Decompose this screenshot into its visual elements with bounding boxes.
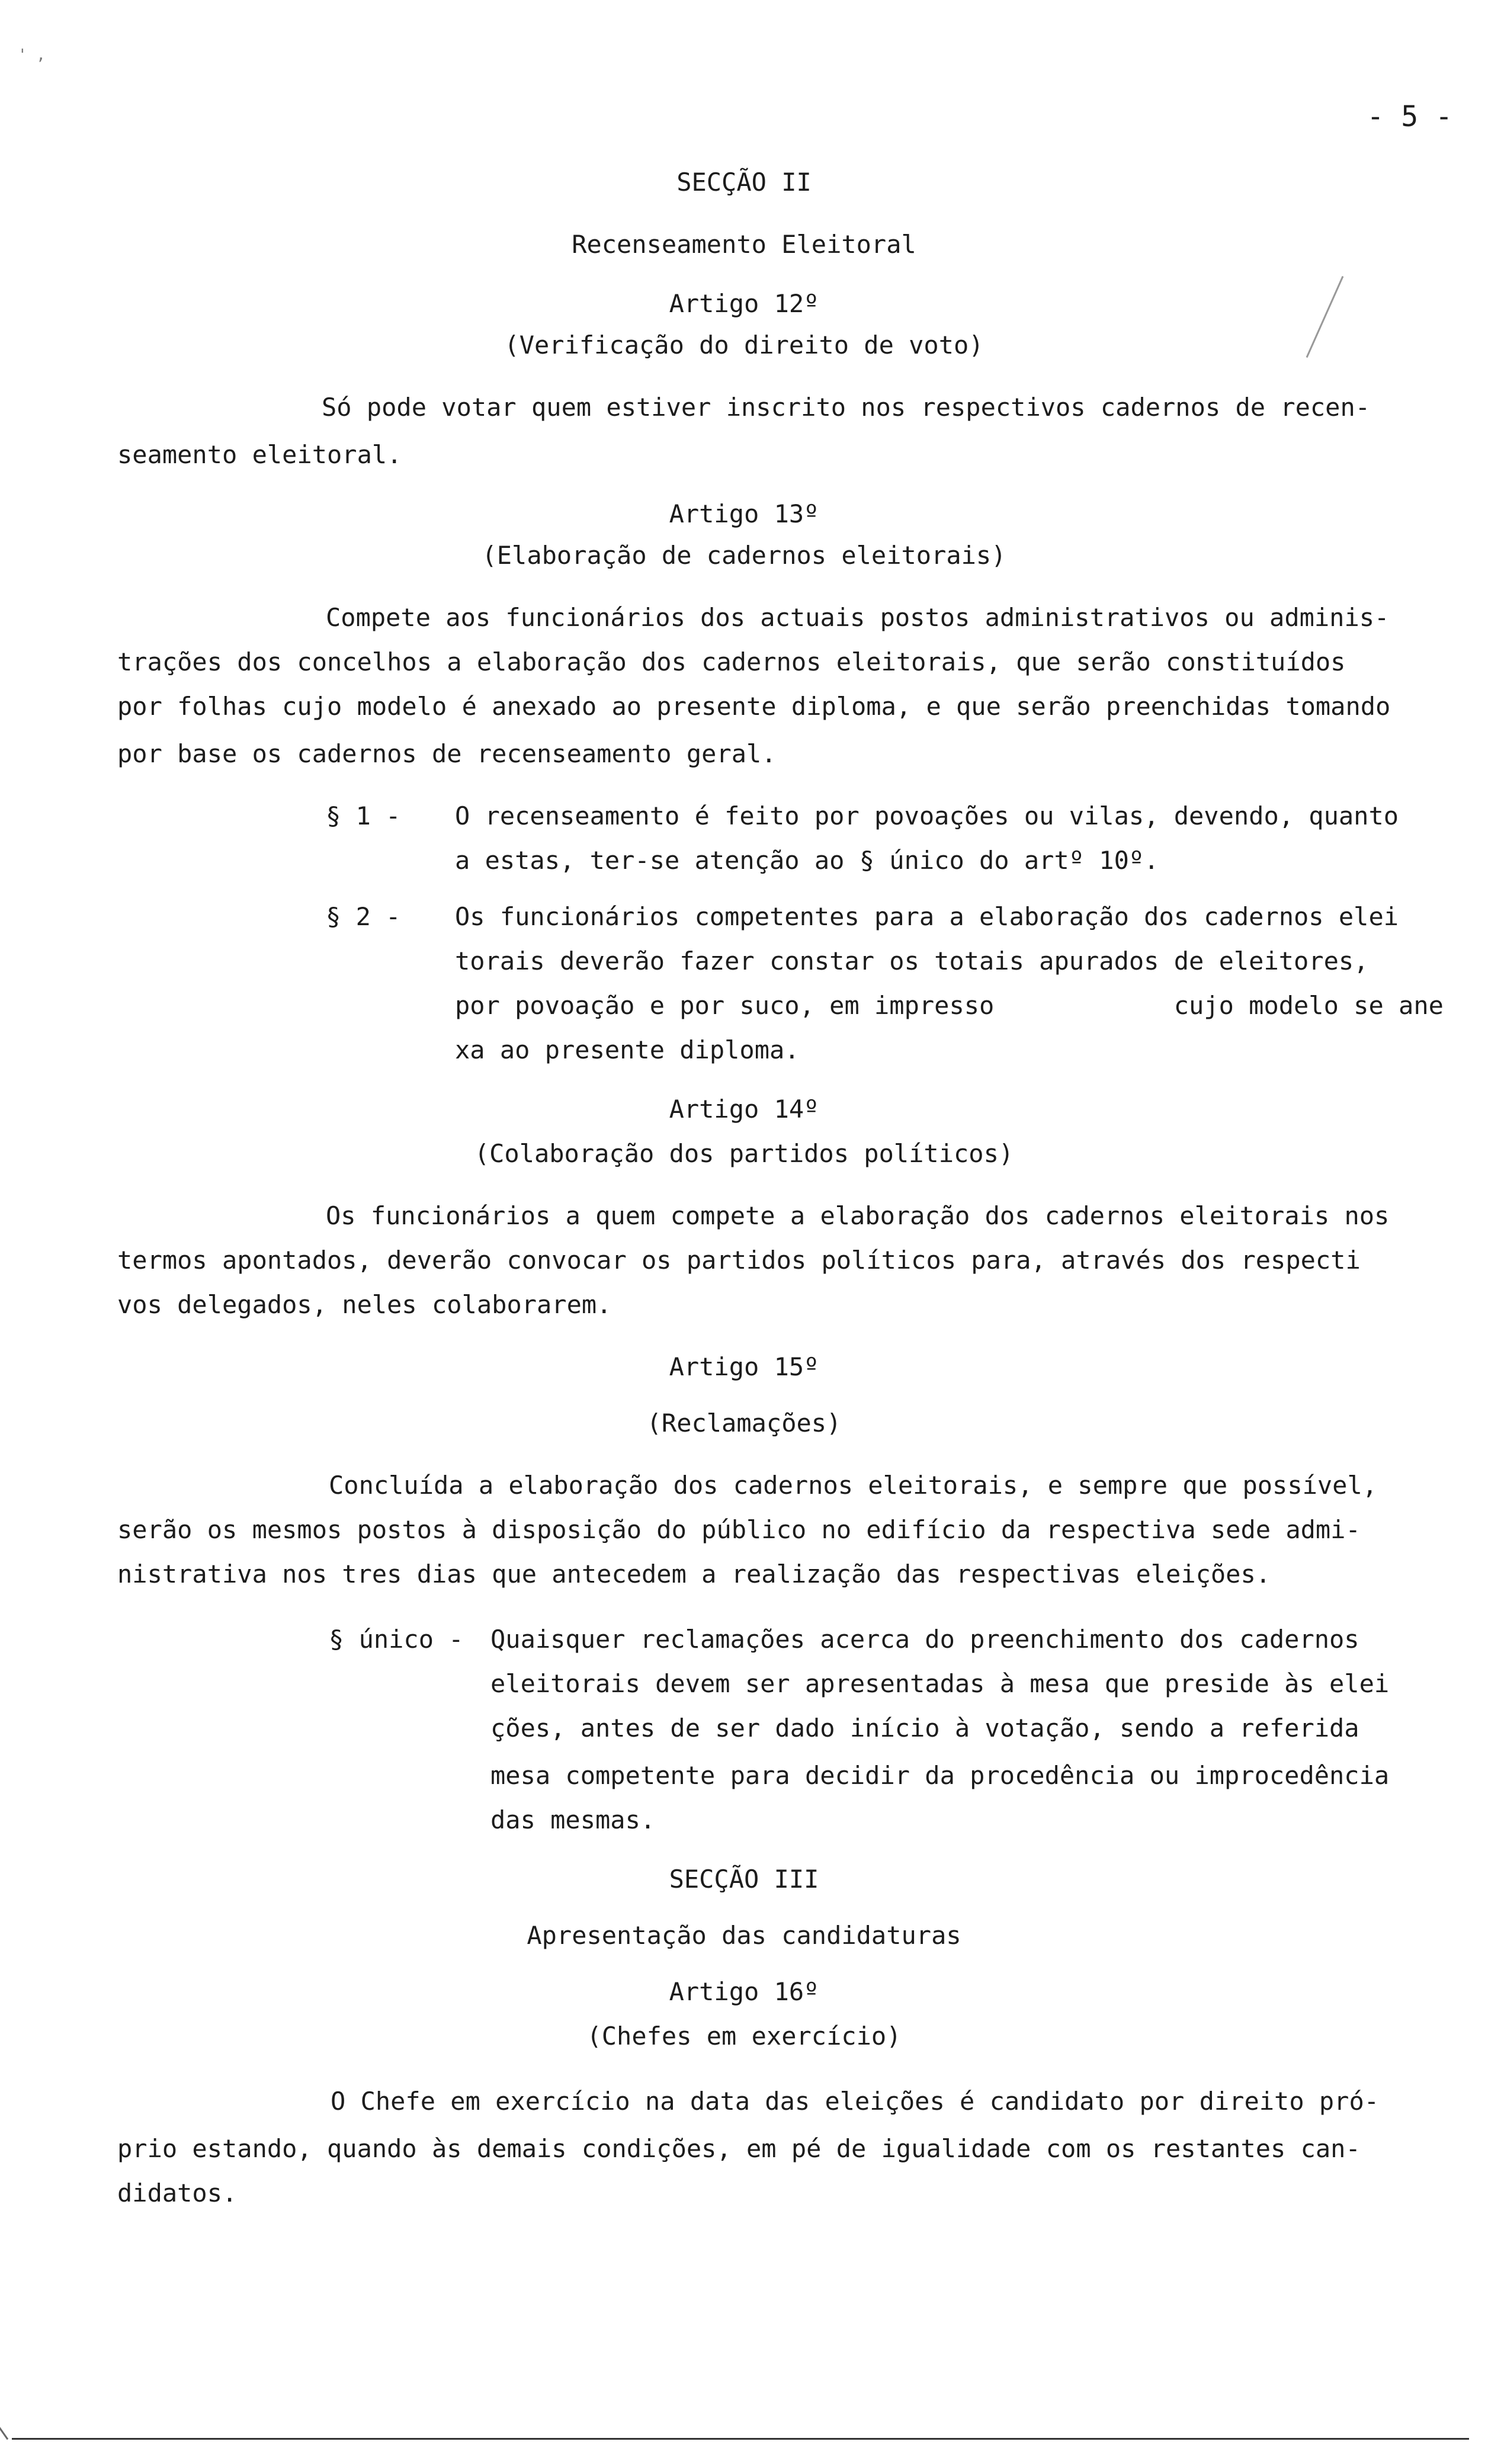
paragraph-line: Os funcionários a quem compete a elaboração dos cadernos eleitorais nos bbox=[326, 1201, 1390, 1230]
article-title: Artigo 16º bbox=[669, 1977, 819, 2006]
paragraph-line: Concluída a elaboração dos cadernos eleitorais, e sempre que possível, bbox=[329, 1471, 1378, 1500]
section-title: SECÇÃO III bbox=[669, 1865, 819, 1894]
paragraph-label: § 2 - bbox=[326, 902, 401, 931]
article-title: Artigo 14º bbox=[669, 1095, 819, 1124]
section-subtitle: Apresentação das candidaturas bbox=[527, 1921, 961, 1950]
article-title: Artigo 13º bbox=[669, 499, 819, 528]
paragraph-line: por povoação e por suco, em impresso cujo modelo se ane bbox=[455, 991, 1444, 1020]
paragraph-line: O recenseamento é feito por povoações ou vilas, devendo, quanto bbox=[455, 801, 1399, 830]
paragraph-line: Os funcionários competentes para a elaboração dos cadernos elei bbox=[455, 902, 1399, 931]
page-number: - 5 - bbox=[1367, 100, 1452, 133]
margin-marks: ' , bbox=[18, 46, 46, 64]
paragraph-line: vos delegados, neles colaborarem. bbox=[117, 1290, 612, 1319]
paragraph-label: § único - bbox=[329, 1625, 464, 1654]
paragraph-line: O Chefe em exercício na data das eleições é candidato por direito pró- bbox=[331, 2087, 1380, 2116]
article-title: Artigo 12º bbox=[669, 289, 819, 318]
section-title: SECÇÃO II bbox=[676, 168, 812, 197]
paragraph-line: a estas, ter-se atenção ao § único do artº 10º. bbox=[455, 846, 1159, 875]
paragraph-line: Só pode votar quem estiver inscrito nos respectivos cadernos de recen- bbox=[322, 393, 1371, 422]
paragraph-line: por folhas cujo modelo é anexado ao presente diploma, e que serão preenchidas tomando bbox=[117, 692, 1391, 721]
paragraph-label: § 1 - bbox=[326, 801, 401, 830]
article-subtitle: (Colaboração dos partidos políticos) bbox=[474, 1139, 1014, 1168]
article-title: Artigo 15º bbox=[669, 1352, 819, 1381]
paragraph-line: nistrativa nos tres dias que antecedem a realização das respectivas eleições. bbox=[117, 1560, 1271, 1589]
bottom-rule bbox=[12, 2438, 1469, 2440]
paragraph-line: seamento eleitoral. bbox=[117, 440, 402, 469]
paragraph-line: termos apontados, deverão convocar os partidos políticos para, através dos respecti bbox=[117, 1246, 1361, 1275]
paragraph-line: Compete aos funcionários dos actuais postos administrativos ou adminis- bbox=[326, 603, 1390, 632]
paragraph-line: trações dos concelhos a elaboração dos cadernos eleitorais, que serão constituídos bbox=[117, 647, 1346, 676]
paragraph-line: didatos. bbox=[117, 2179, 238, 2208]
section-subtitle: Recenseamento Eleitoral bbox=[572, 230, 916, 259]
paragraph-line: xa ao presente diploma. bbox=[455, 1035, 800, 1064]
paragraph-line: eleitorais devem ser apresentadas à mesa que preside às elei bbox=[490, 1669, 1390, 1698]
paragraph-line: serão os mesmos postos à disposição do público no edifício da respectiva sede admi- bbox=[117, 1515, 1361, 1544]
paragraph-line: prio estando, quando às demais condições, em pé de igualidade com os restantes can- bbox=[117, 2134, 1361, 2163]
paragraph-line: ções, antes de ser dado início à votação, sendo a referida bbox=[490, 1714, 1359, 1743]
article-subtitle: (Elaboração de cadernos eleitorais) bbox=[482, 541, 1006, 570]
paragraph-line: das mesmas. bbox=[490, 1805, 656, 1834]
corner-mark bbox=[0, 2420, 8, 2440]
article-subtitle: (Reclamações) bbox=[646, 1409, 842, 1438]
paragraph-line: Quaisquer reclamações acerca do preenchimento dos cadernos bbox=[490, 1625, 1359, 1654]
article-subtitle: (Chefes em exercício) bbox=[586, 2022, 902, 2051]
article-subtitle: (Verificação do direito de voto) bbox=[504, 331, 984, 360]
paragraph-line: por base os cadernos de recenseamento geral. bbox=[117, 739, 777, 768]
paragraph-line: mesa competente para decidir da procedência ou improcedência bbox=[490, 1761, 1390, 1790]
paragraph-line: torais deverão fazer constar os totais apurados de eleitores, bbox=[455, 947, 1369, 976]
